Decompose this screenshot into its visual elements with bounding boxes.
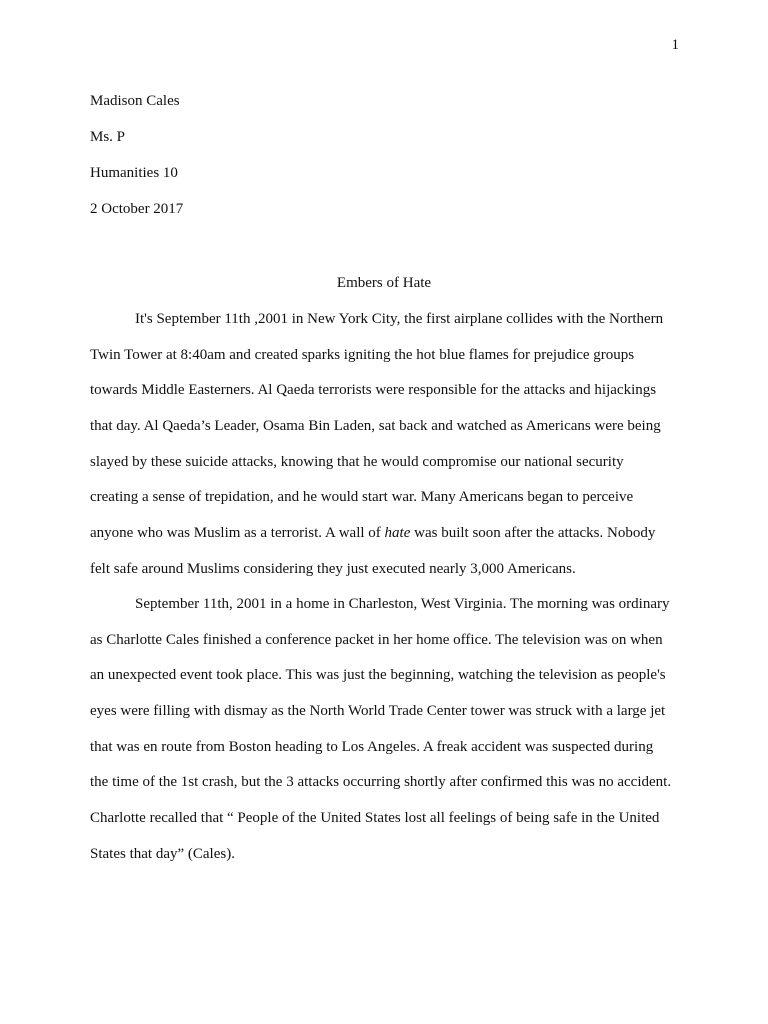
paragraph-line: eyes were filling with dismay as the North World Trade Center tower was struck with a large jet (90, 703, 666, 719)
paragraph-line: felt safe around Muslims considering they just executed nearly 3,000 Americans. (90, 561, 576, 577)
line-text: anyone who was Muslim as a terrorist. A wall of (90, 525, 385, 541)
mla-heading (90, 92, 690, 236)
emphasized-word: hate (384, 525, 411, 541)
paragraph-line: towards Middle Easterners. Al Qaeda terrorists were responsible for the attacks and hijackings (90, 382, 657, 398)
paragraph-line: that was en route from Boston heading to Los Angeles. A freak accident was suspected during (90, 739, 654, 755)
paragraph-line: Twin Tower at 8:40am and created sparks igniting the hot blue flames for prejudice groups (90, 347, 635, 363)
paragraph-line: September 11th, 2001 in a home in Charleston, West Virginia. The morning was ordinary (135, 596, 670, 612)
paragraph-line: It's September 11th ,2001 in New York City, the first airplane collides with the Northern (135, 311, 664, 327)
paragraph-line: creating a sense of trepidation, and he would start war. Many Americans began to perceive (90, 489, 634, 505)
paragraph-line: as Charlotte Cales finished a conference packet in her home office. The television was on when (90, 632, 663, 648)
paragraph-line: Charlotte recalled that “ People of the United States lost all feelings of being safe in the United (90, 810, 660, 826)
paragraph-line: slayed by these suicide attacks, knowing that he would compromise our national security (90, 454, 624, 470)
paragraph-line (90, 524, 655, 542)
course-name: Humanities 10 (90, 165, 178, 181)
line-text: was built soon after the attacks. Nobody (410, 525, 656, 541)
teacher-name: Ms. P (90, 129, 126, 145)
paragraph-line: States that day” (Cales). (90, 846, 235, 862)
essay-date: 2 October 2017 (90, 201, 184, 217)
paragraph-line: the time of the 1st crash, but the 3 attacks occurring shortly after confirmed this was no accident. (90, 774, 672, 790)
paragraph-line: an unexpected event took place. This was just the beginning, watching the television as people's (90, 667, 666, 683)
author-name: Madison Cales (90, 93, 180, 109)
essay-title: Embers of Hate (336, 275, 432, 291)
paragraph-line: that day. Al Qaeda’s Leader, Osama Bin Laden, sat back and watched as Americans were being (90, 418, 661, 434)
page-number: 1 (671, 37, 679, 53)
